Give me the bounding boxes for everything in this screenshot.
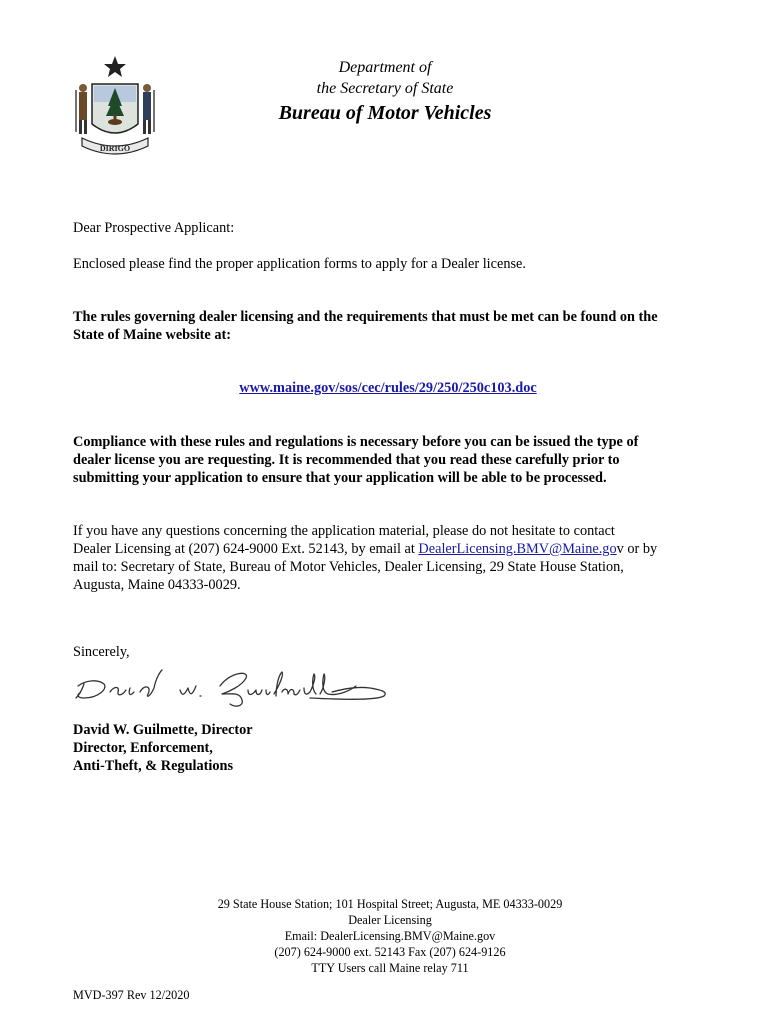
footer-email: Email: DealerLicensing.BMV@Maine.gov bbox=[284, 929, 496, 943]
compliance-line-3: submitting your application to ensure that your application will be able to be processed. bbox=[73, 470, 607, 486]
footer-address: 29 State House Station; 101 Hospital Street; Augusta, ME 04333-0029 bbox=[217, 897, 563, 911]
state-seal-logo bbox=[70, 54, 160, 162]
email-link[interactable]: DealerLicensing.BMV@Maine.go bbox=[418, 541, 617, 557]
letterhead bbox=[250, 57, 520, 126]
questions-line-2-tail: v or by bbox=[616, 541, 658, 557]
bureau-title: Bureau of Motor Vehicles bbox=[278, 102, 492, 124]
signer-title-2: Anti-Theft, & Regulations bbox=[73, 758, 234, 774]
svg-text:DIRIGO: DIRIGO bbox=[99, 144, 131, 153]
questions-paragraph bbox=[73, 522, 703, 594]
compliance-paragraph bbox=[73, 433, 703, 487]
questions-line-1: If you have any questions concerning the application material, please do not hesitate to contact bbox=[73, 523, 615, 539]
intro-paragraph: Enclosed please find the proper application forms to apply for a Dealer license. bbox=[73, 256, 526, 272]
rules-line-2: State of Maine website at: bbox=[73, 327, 232, 343]
department-line-2: the Secretary of State bbox=[316, 80, 454, 97]
footer-unit: Dealer Licensing bbox=[348, 913, 432, 927]
handwritten-signature bbox=[70, 664, 400, 710]
questions-line-3: mail to: Secretary of State, Bureau of Motor Vehicles, Dealer Licensing, 29 State House Station, bbox=[73, 559, 624, 575]
questions-line-4: Augusta, Maine 04333-0029. bbox=[73, 577, 241, 593]
rules-link[interactable]: www.maine.gov/sos/cec/rules/29/250/250c103.doc bbox=[239, 380, 537, 396]
rules-paragraph bbox=[73, 308, 703, 344]
rules-link-row bbox=[73, 380, 703, 397]
closing: Sincerely, bbox=[73, 644, 130, 660]
footer-phones: (207) 624-9000 ext. 52143 Fax (207) 624-9126 bbox=[274, 945, 506, 959]
signer-block bbox=[73, 721, 703, 775]
signer-name: David W. Guilmette, Director bbox=[73, 722, 253, 738]
questions-line-2-text: Dealer Licensing at (207) 624-9000 Ext. 52143, by email at bbox=[73, 541, 419, 557]
compliance-line-1: Compliance with these rules and regulations is necessary before you can be issued the type of bbox=[73, 434, 639, 450]
department-line-1: Department of bbox=[338, 59, 432, 76]
compliance-line-2: dealer license you are requesting. It is recommended that you read these carefully prior to bbox=[73, 452, 620, 468]
footer-contact bbox=[150, 896, 630, 976]
signer-title-1: Director, Enforcement, bbox=[73, 740, 213, 756]
salutation: Dear Prospective Applicant: bbox=[73, 220, 235, 236]
questions-line-2 bbox=[73, 540, 703, 558]
form-id: MVD-397 Rev 12/2020 bbox=[73, 988, 190, 1002]
rules-line-1: The rules governing dealer licensing and the requirements that must be met can be found on the bbox=[73, 309, 658, 325]
footer-tty: TTY Users call Maine relay 711 bbox=[311, 961, 469, 975]
